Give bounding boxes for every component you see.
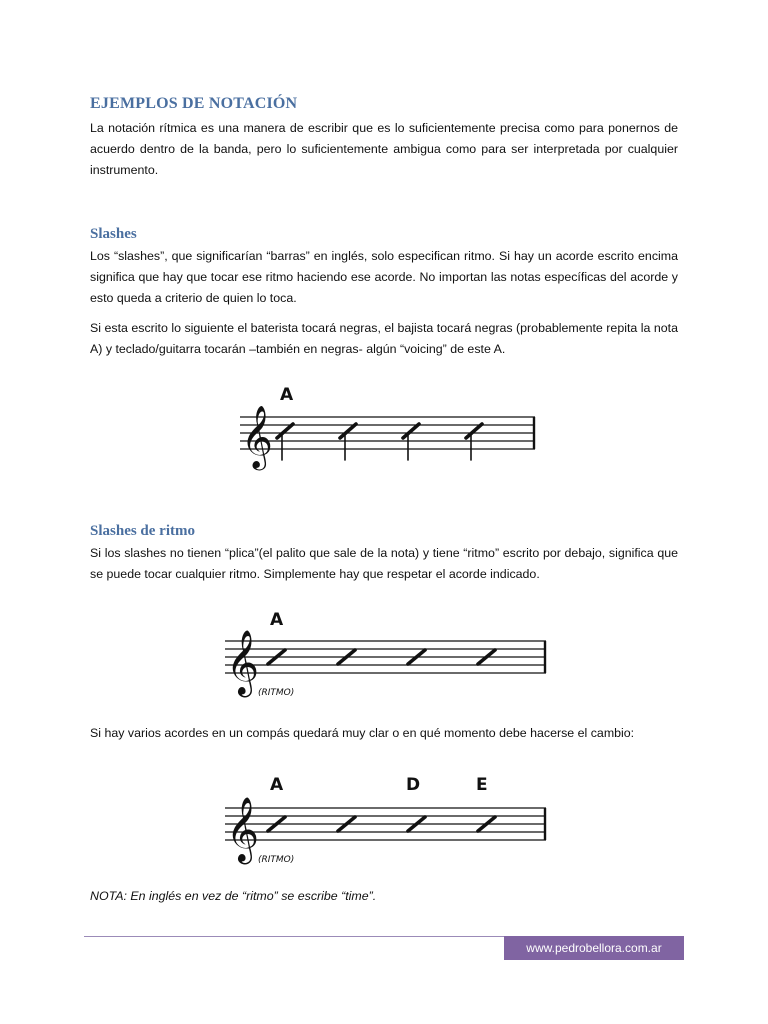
staff-example-rhythm-slashes [220, 605, 550, 705]
ritmo-paragraph-1: Si los slashes no tienen “plica”(el palito que sale de la nota) y tiene “ritmo” escrito por debajo, significa que se puede tocar cualquier ritmo. Simplemente hay que respetar el acorde indicado. [90, 546, 678, 581]
staff-example-slashes [235, 380, 540, 470]
note-paragraph: NOTA: En inglés en vez de “ritmo” se escribe “time”. [90, 889, 377, 903]
slash-note [403, 424, 419, 438]
ritmo-paragraph-2: Si hay varios acordes en un compás quedará muy clar o en qué momento debe hacerse el cambio: [90, 726, 635, 740]
treble-clef-icon: 𝄞 [241, 405, 273, 468]
chord-symbol: A [270, 775, 284, 795]
footer-website: www.pedrobellora.com.ar [504, 936, 684, 960]
treble-clef-icon: 𝄞 [226, 630, 260, 695]
slash-note [277, 424, 293, 438]
intro-paragraph: La notación rítmica es una manera de escribir que es lo suficientemente precisa como para ponernos de acuerdo dentro de la banda, pero lo suficientemente ambigua como para ser interpretada por cualquier instrumento. [90, 121, 678, 177]
chord-symbol: E [476, 775, 488, 795]
slashes-paragraph-1: Los “slashes”, que significarían “barras” en inglés, solo especifican ritmo. Si hay un acorde escrito encima significa que hay que tocar ese ritmo haciendo ese acorde. No importan las notas específicas del acorde y esto queda a criterio de quien lo toca. [90, 249, 678, 305]
chord-symbol: D [406, 775, 421, 795]
chord-symbol: A [270, 610, 284, 630]
slashes-paragraph-2: Si esta escrito lo siguiente el baterista tocará negras, el bajista tocará negras (probablemente repita la nota A) y teclado/guitarra tocarán –también en negras- algún “voicing” de este A. [90, 321, 678, 356]
staff-example-chord-changes [220, 770, 550, 870]
rhythm-label: (RITMO) [258, 688, 295, 698]
section-heading-slashes: Slashes [90, 226, 137, 242]
rhythm-label: (RITMO) [258, 855, 295, 865]
section-heading-slashes-de-ritmo: Slashes de ritmo [90, 523, 195, 539]
chord-symbol: A [280, 385, 294, 405]
page-title: EJEMPLOS DE NOTACIÓN [90, 95, 298, 112]
slash-note [340, 424, 356, 438]
treble-clef-icon: 𝄞 [226, 797, 260, 862]
slash-note [466, 424, 482, 438]
